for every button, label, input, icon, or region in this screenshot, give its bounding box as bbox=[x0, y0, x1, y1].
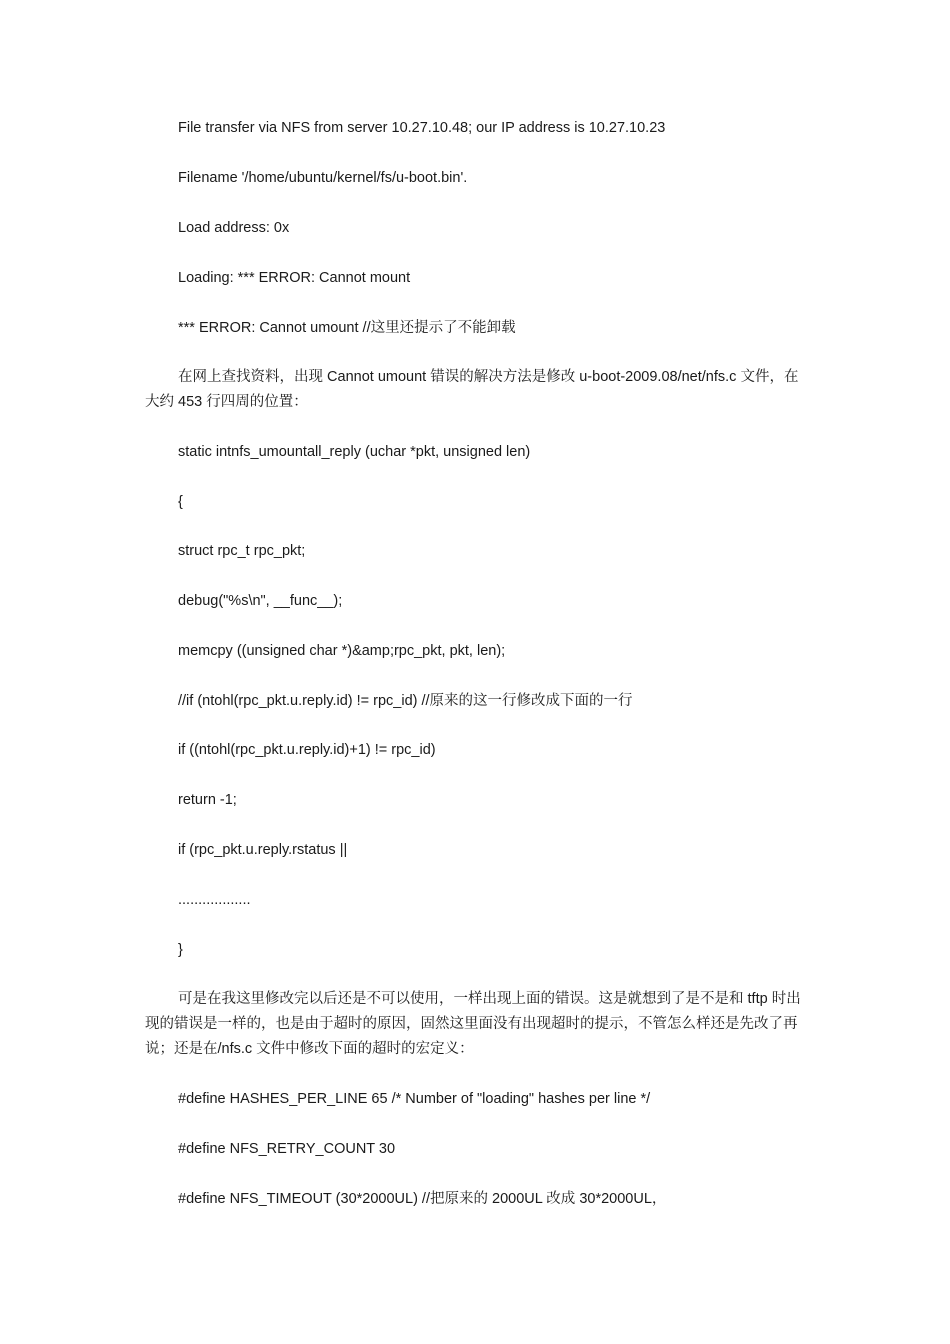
define-line-timeout: #define NFS_TIMEOUT (30*2000UL) //把原来的 2000UL 改成 30*2000UL， bbox=[178, 1191, 667, 1207]
paragraph-timeout-explanation: 可是在我这里修改完以后还是不可以使用，一样出现上面的错误。这是就想到了是不是和 tftp 时出现的错误是一样的，也是由于超时的原因，固然这里面没有出现超时的提示，不管怎么样还是先改了再说；还是在/nfs.c 文件中修改下面的超时的宏定义： bbox=[145, 991, 801, 1057]
code-line-memcpy: memcpy ((unsigned char *)&amp;rpc_pkt, pkt, len); bbox=[178, 643, 506, 659]
log-line-file-transfer: File transfer via NFS from server 10.27.10.48; our IP address is 10.27.10.23 bbox=[178, 120, 666, 136]
code-line-return: return -1; bbox=[178, 792, 237, 808]
define-line-hashes: #define HASHES_PER_LINE 65 /* Number of "loading" hashes per line */ bbox=[178, 1091, 651, 1107]
code-line-open-brace: { bbox=[178, 494, 183, 510]
log-line-filename: Filename '/home/ubuntu/kernel/fs/u-boot.bin'. bbox=[178, 170, 468, 186]
code-line-function-signature: static intnfs_umountall_reply (uchar *pkt, unsigned len) bbox=[178, 444, 531, 460]
code-line-close-brace: } bbox=[178, 942, 183, 958]
paragraph-solution-intro: 在网上查找资料，出现 Cannot umount 错误的解决方法是修改 u-boot-2009.08/net/nfs.c 文件，在大约 453 行四周的位置： bbox=[145, 369, 799, 410]
code-line-ellipsis: .................. bbox=[178, 892, 251, 908]
code-line-modified-if: if ((ntohl(rpc_pkt.u.reply.id)+1) != rpc_id) bbox=[178, 742, 436, 758]
log-line-mount-error: Loading: *** ERROR: Cannot mount bbox=[178, 270, 411, 286]
code-line-original-comment: //if (ntohl(rpc_pkt.u.reply.id) != rpc_id) //原来的这一行修改成下面的一行 bbox=[178, 693, 633, 709]
define-line-retry-count: #define NFS_RETRY_COUNT 30 bbox=[178, 1141, 396, 1157]
code-line-rstatus: if (rpc_pkt.u.reply.rstatus || bbox=[178, 842, 348, 858]
code-line-struct: struct rpc_t rpc_pkt; bbox=[178, 543, 306, 559]
log-line-umount-error: *** ERROR: Cannot umount //这里还提示了不能卸载 bbox=[178, 320, 516, 336]
log-line-load-address: Load address: 0x bbox=[178, 220, 290, 236]
code-line-debug: debug("%s\n", __func__); bbox=[178, 593, 343, 609]
